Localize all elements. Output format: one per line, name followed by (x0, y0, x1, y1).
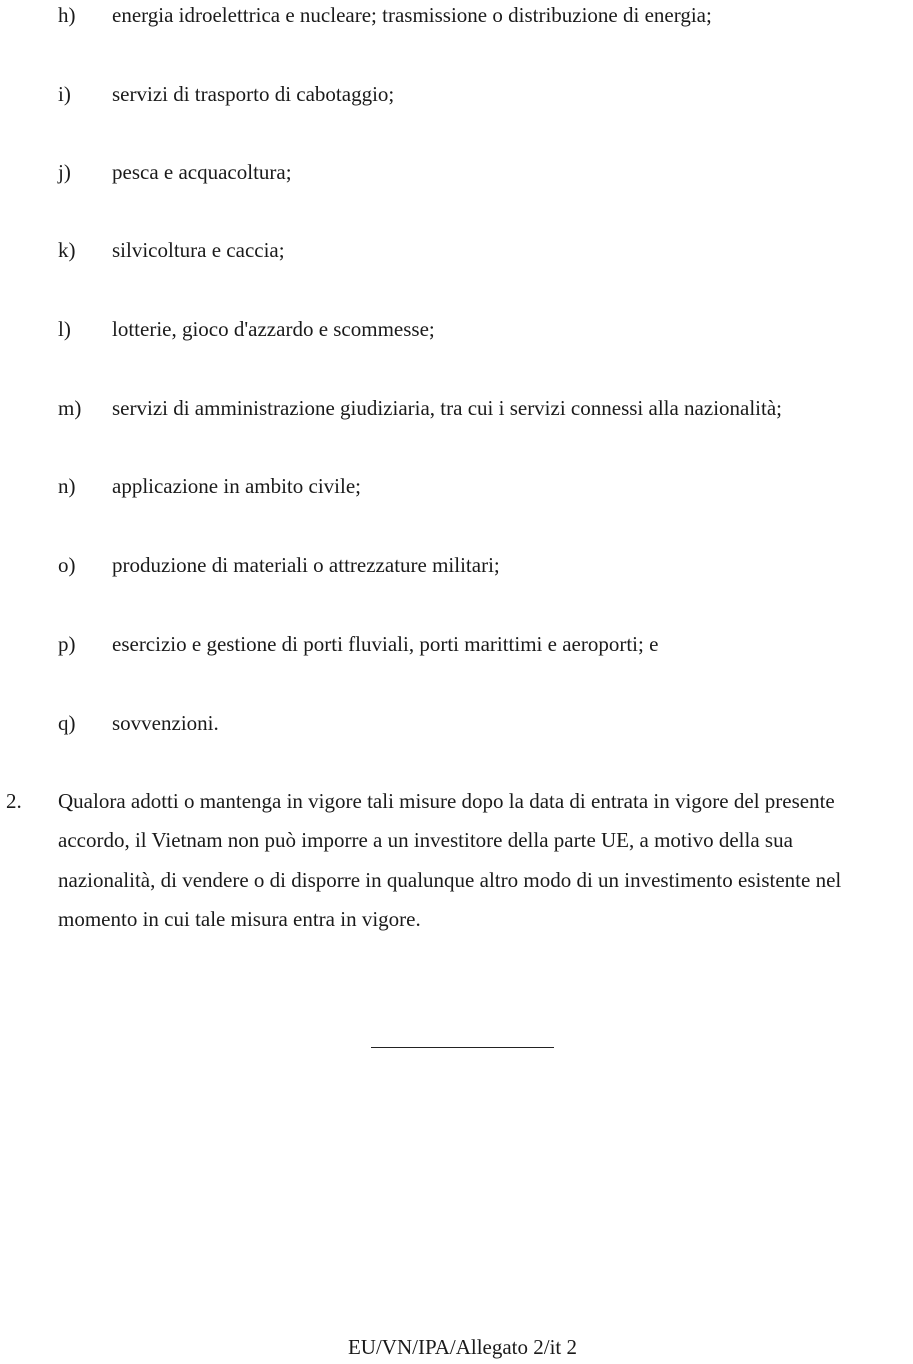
list-item-o (0, 550, 913, 580)
paragraph-line: momento in cui tale misura entra in vigore. (58, 906, 421, 931)
list-item-n (0, 471, 913, 501)
list-item-l (0, 314, 913, 344)
list-item-text: energia idroelettrica e nucleare; trasmissione o distribuzione di energia; (112, 3, 712, 27)
list-item-text: sovvenzioni. (112, 711, 219, 735)
paragraph-line: nazionalità, di vendere o di disporre in qualunque altro modo di un investimento esistente nel (58, 867, 842, 892)
list-item-j (0, 157, 913, 187)
list-item-text: lotterie, gioco d'azzardo e scommesse; (112, 317, 435, 341)
list-item-label: p) (58, 632, 76, 656)
paragraph-line: Qualora adotti o mantenga in vigore tali misure dopo la data di entrata in vigore del presente (58, 789, 835, 813)
list-item-h (0, 0, 913, 30)
list-item-text: applicazione in ambito civile; (112, 474, 361, 498)
end-divider (371, 1047, 554, 1048)
paragraph-number: 2. (6, 789, 22, 813)
list-item-text: servizi di amministrazione giudiziaria, tra cui i servizi connessi alla nazionalità; (112, 396, 783, 420)
list-item-text: produzione di materiali o attrezzature militari; (112, 553, 500, 577)
page-footer-reference: EU/VN/IPA/Allegato 2/it 2 (347, 1335, 578, 1359)
list-item-label: q) (58, 711, 76, 735)
paragraph-body (58, 782, 913, 939)
list-item-text: servizi di trasporto di cabotaggio; (112, 82, 395, 106)
list-item-label: n) (58, 474, 76, 498)
list-item-i (0, 79, 913, 109)
list-item-k (0, 235, 913, 265)
list-item-label: i) (58, 82, 71, 106)
list-item-text: pesca e acquacoltura; (112, 160, 292, 184)
list-item-label: j) (58, 160, 71, 184)
list-item-label: h) (58, 3, 76, 27)
list-item-text: silvicoltura e caccia; (112, 238, 285, 262)
list-item-label: k) (58, 238, 76, 262)
list-item-p (0, 629, 913, 659)
list-item-label: l) (58, 317, 71, 341)
list-item-q (0, 708, 913, 738)
list-item-label: m) (58, 396, 82, 420)
list-item-text: esercizio e gestione di porti fluviali, porti marittimi e aeroporti; e (112, 632, 659, 656)
list-item-m (0, 393, 913, 423)
paragraph-line: accordo, il Vietnam non può imporre a un investitore della parte UE, a motivo della sua (58, 828, 793, 853)
list-item-label: o) (58, 553, 76, 577)
